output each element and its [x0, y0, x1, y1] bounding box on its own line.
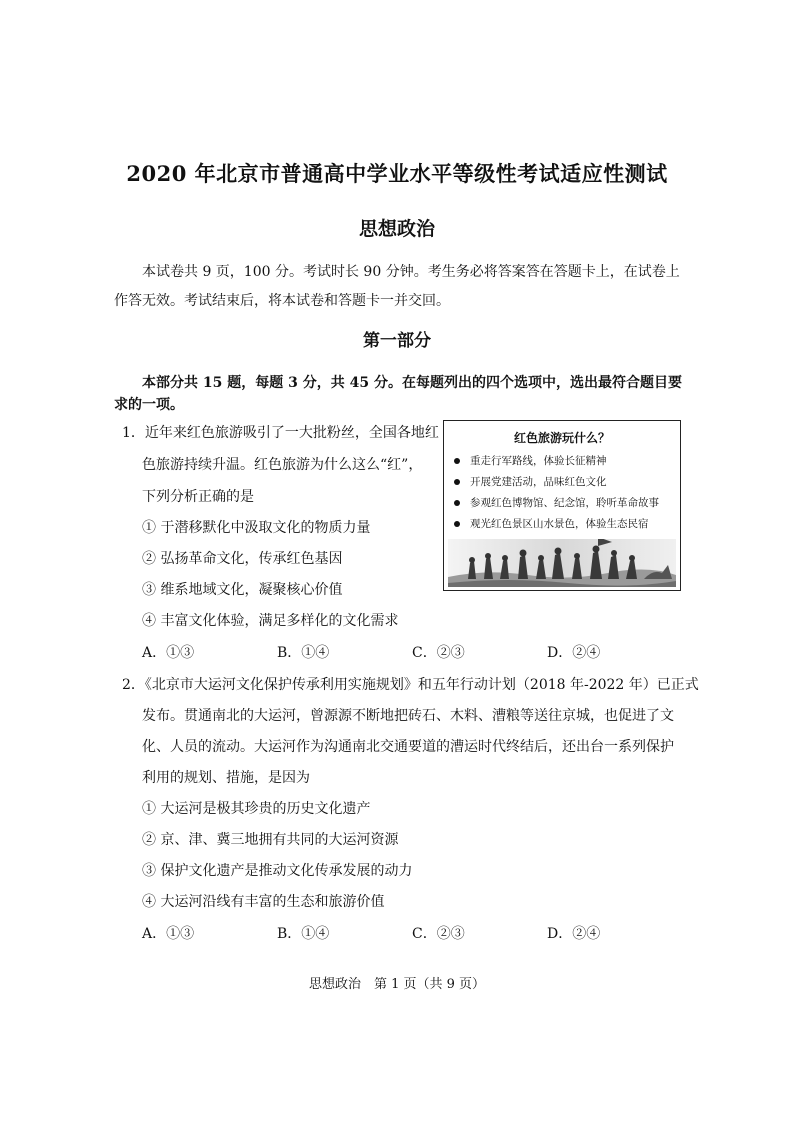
option-a[interactable]: A．①③ [142, 645, 195, 661]
infobox-item: 参观红色博物馆、纪念馆，聆听革命故事 [454, 493, 659, 514]
exam-title: 2020 年北京市普通高中学业水平等级性考试适应性测试 [126, 161, 668, 186]
question-stem-line: 化、人员的流动。大运河作为沟通南北交通要道的漕运时代终结后，还出台一系列保护 [142, 739, 674, 755]
option-b[interactable]: B．①④ [277, 645, 330, 661]
option-c[interactable]: C．②③ [412, 645, 465, 661]
question-stem-line: 利用的规划、措施，是因为 [142, 770, 310, 786]
question-stem-line: 发布。贯通南北的大运河，曾源源不断地把砖石、木料、漕粮等送往京城，也促进了文 [142, 708, 674, 724]
statement-item: ② 弘扬革命文化，传承红色基因 [142, 551, 343, 567]
statement-item: ③ 维系地域文化，凝聚核心价值 [142, 582, 343, 598]
bullet-icon [454, 500, 460, 506]
option-b[interactable]: B．①④ [277, 926, 330, 942]
march-illustration-icon [448, 539, 676, 587]
exam-instructions: 本试卷共 9 页，100 分。考试时长 90 分钟。考生务必将答案答在答题卡上，在试卷上作答无效。考试结束后，将本试卷和答题卡一并交回。 [114, 264, 680, 309]
bullet-icon [454, 458, 460, 464]
infobox-item: 观光红色景区山水景色，体验生态民宿 [454, 514, 659, 535]
infobox-item: 重走行军路线，体验长征精神 [454, 451, 659, 472]
statement-item: ③ 保护文化遗产是推动文化传承发展的动力 [142, 863, 413, 879]
red-tourism-infobox [443, 420, 681, 591]
statement-item: ④ 大运河沿线有丰富的生态和旅游价值 [142, 894, 385, 910]
part-instructions: 本部分共 15 题，每题 3 分，共 45 分。在每题列出的四个选项中，选出最符合题目要求的一项。 [114, 375, 682, 413]
option-c[interactable]: C．②③ [412, 926, 465, 942]
bullet-icon [454, 479, 460, 485]
subject-title: 思想政治 [358, 218, 435, 240]
question-stem-line: 2．《北京市大运河文化保护传承利用实施规划》和五年行动计划（2018 年-2022 年）已正式 [122, 677, 699, 693]
option-d[interactable]: D．②④ [547, 645, 601, 661]
part-heading: 第一部分 [363, 331, 431, 351]
infobox-list [454, 451, 659, 535]
statement-item: ① 于潜移默化中汲取文化的物质力量 [142, 520, 371, 536]
page-footer: 思想政治 第 1 页（共 9 页） [308, 977, 486, 992]
option-d[interactable]: D．②④ [547, 926, 601, 942]
question-stem-line: 下列分析正确的是 [142, 489, 254, 505]
statement-item: ① 大运河是极其珍贵的历史文化遗产 [142, 801, 371, 817]
question-stem-line: 1．近年来红色旅游吸引了一大批粉丝，全国各地红 [122, 425, 439, 441]
option-a[interactable]: A．①③ [142, 926, 195, 942]
statement-item: ② 京、津、冀三地拥有共同的大运河资源 [142, 832, 399, 848]
infobox-item: 开展党建活动，品味红色文化 [454, 472, 659, 493]
statement-item: ④ 丰富文化体验，满足多样化的文化需求 [142, 613, 399, 629]
infobox-title: 红色旅游玩什么？ [513, 431, 610, 445]
question-stem-line: 色旅游持续升温。红色旅游为什么这么“红”， [142, 457, 423, 473]
bullet-icon [454, 521, 460, 527]
